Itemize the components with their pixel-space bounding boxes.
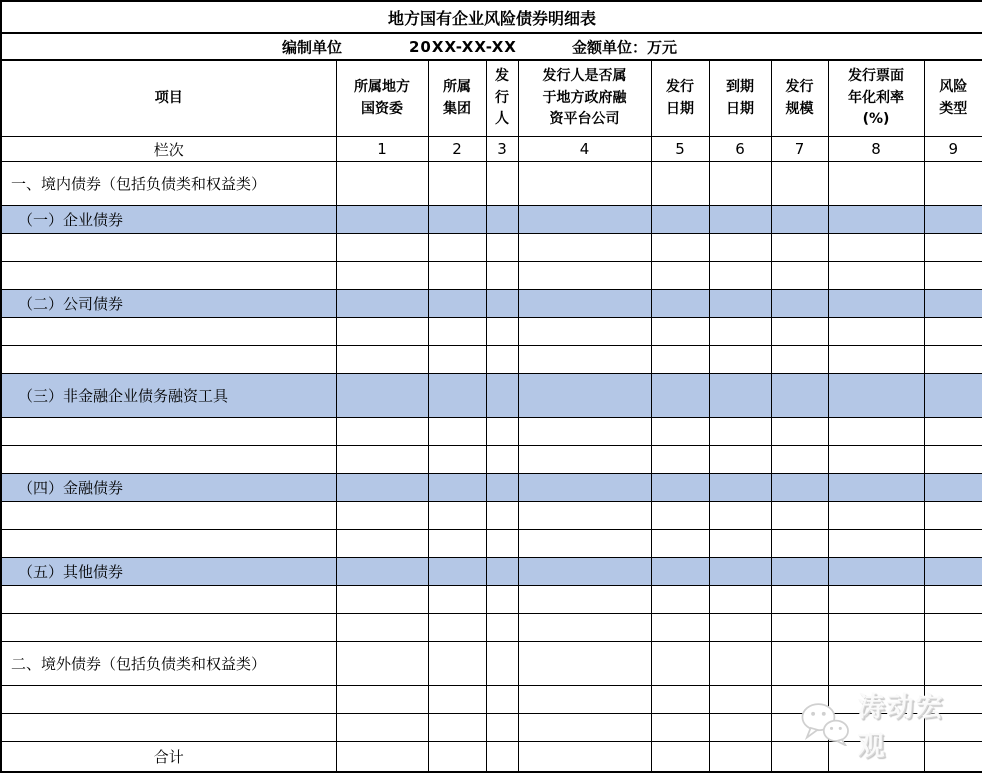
row-label: （四）金融债券 <box>1 474 336 502</box>
row-label <box>1 418 336 446</box>
data-cell <box>486 318 518 346</box>
row-label <box>1 446 336 474</box>
data-cell <box>518 742 651 773</box>
data-cell <box>336 346 428 374</box>
data-cell <box>518 234 651 262</box>
col-header-local-sasac: 所属地方 国资委 <box>336 60 428 137</box>
row-enterprise-bonds <box>1 206 982 234</box>
data-cell <box>709 714 771 742</box>
data-cell <box>709 262 771 290</box>
data-cell <box>828 290 924 318</box>
data-cell <box>651 586 709 614</box>
data-cell <box>486 642 518 686</box>
data-cell <box>771 234 828 262</box>
data-cell <box>771 206 828 234</box>
data-cell <box>924 686 982 714</box>
data-cell <box>428 418 486 446</box>
data-cell <box>428 530 486 558</box>
data-cell <box>428 474 486 502</box>
data-cell <box>924 162 982 206</box>
data-cell <box>518 346 651 374</box>
row-label <box>1 714 336 742</box>
data-cell <box>651 418 709 446</box>
column-index-label: 栏次 <box>1 137 336 162</box>
data-cell <box>651 162 709 206</box>
row-financial-bonds <box>1 474 982 502</box>
data-cell <box>709 234 771 262</box>
col-header-group: 所属 集团 <box>428 60 486 137</box>
data-cell <box>771 418 828 446</box>
data-cell <box>486 474 518 502</box>
column-index: 1 <box>336 137 428 162</box>
data-cell <box>518 502 651 530</box>
data-cell <box>771 502 828 530</box>
data-cell <box>336 446 428 474</box>
row-label <box>1 262 336 290</box>
data-cell <box>486 374 518 418</box>
data-cell <box>336 374 428 418</box>
data-cell <box>486 206 518 234</box>
row-overseas-bonds-section <box>1 642 982 686</box>
data-cell <box>828 206 924 234</box>
data-cell <box>709 346 771 374</box>
data-cell <box>709 162 771 206</box>
data-cell <box>828 614 924 642</box>
row-label <box>1 530 336 558</box>
data-cell <box>651 290 709 318</box>
meta-row <box>1 33 982 60</box>
row-label: （三）非金融企业债务融资工具 <box>1 374 336 418</box>
data-cell <box>518 162 651 206</box>
row-label: （二）公司债券 <box>1 290 336 318</box>
data-cell <box>709 742 771 773</box>
data-cell <box>428 318 486 346</box>
column-index: 6 <box>709 137 771 162</box>
data-cell <box>336 614 428 642</box>
data-cell <box>518 586 651 614</box>
data-cell <box>336 530 428 558</box>
row-label: 二、境外债券（包括负债类和权益类） <box>1 642 336 686</box>
data-cell <box>486 714 518 742</box>
data-cell <box>924 346 982 374</box>
col-header-issue-size: 发行 规模 <box>771 60 828 137</box>
row-label <box>1 234 336 262</box>
column-index: 3 <box>486 137 518 162</box>
data-cell <box>486 686 518 714</box>
empty-data-row <box>1 318 982 346</box>
data-cell <box>518 446 651 474</box>
column-index-row <box>1 137 982 162</box>
data-cell <box>828 162 924 206</box>
data-cell <box>336 686 428 714</box>
data-cell <box>771 374 828 418</box>
data-cell <box>428 742 486 773</box>
data-cell <box>428 234 486 262</box>
data-cell <box>518 474 651 502</box>
empty-data-row <box>1 262 982 290</box>
data-cell <box>828 418 924 446</box>
column-index: 2 <box>428 137 486 162</box>
data-cell <box>518 290 651 318</box>
data-cell <box>828 346 924 374</box>
row-label: （五）其他债券 <box>1 558 336 586</box>
data-cell <box>651 374 709 418</box>
data-cell <box>651 686 709 714</box>
data-cell <box>336 586 428 614</box>
row-total <box>1 742 982 773</box>
data-cell <box>924 558 982 586</box>
data-cell <box>828 642 924 686</box>
data-cell <box>336 162 428 206</box>
data-cell <box>518 714 651 742</box>
data-cell <box>924 642 982 686</box>
empty-data-row <box>1 586 982 614</box>
col-header-issuer: 发 行 人 <box>486 60 518 137</box>
data-cell <box>336 234 428 262</box>
data-cell <box>924 742 982 773</box>
data-cell <box>428 586 486 614</box>
data-cell <box>828 714 924 742</box>
data-cell <box>709 318 771 346</box>
data-cell <box>924 290 982 318</box>
col-header-maturity-date: 到期 日期 <box>709 60 771 137</box>
data-cell <box>828 234 924 262</box>
data-cell <box>518 318 651 346</box>
data-cell <box>709 502 771 530</box>
column-header-row <box>1 60 982 137</box>
data-cell <box>428 262 486 290</box>
empty-data-row <box>1 614 982 642</box>
data-cell <box>709 642 771 686</box>
data-cell <box>428 558 486 586</box>
data-cell <box>924 418 982 446</box>
data-cell <box>336 262 428 290</box>
data-cell <box>924 446 982 474</box>
col-header-risk-type: 风险 类型 <box>924 60 982 137</box>
data-cell <box>486 742 518 773</box>
data-cell <box>924 614 982 642</box>
col-header-lgfv-flag: 发行人是否属 于地方政府融 资平台公司 <box>518 60 651 137</box>
row-domestic-bonds-section <box>1 162 982 206</box>
data-cell <box>828 262 924 290</box>
data-cell <box>709 558 771 586</box>
col-header-coupon-rate: 发行票面 年化利率 (%) <box>828 60 924 137</box>
column-index: 9 <box>924 137 982 162</box>
data-cell <box>486 502 518 530</box>
data-cell <box>428 290 486 318</box>
data-cell <box>709 418 771 446</box>
data-cell <box>336 502 428 530</box>
data-cell <box>518 206 651 234</box>
data-cell <box>336 290 428 318</box>
data-cell <box>771 530 828 558</box>
data-cell <box>486 530 518 558</box>
data-cell <box>518 642 651 686</box>
empty-data-row <box>1 530 982 558</box>
data-cell <box>651 346 709 374</box>
data-cell <box>486 346 518 374</box>
data-cell <box>518 262 651 290</box>
data-cell <box>709 530 771 558</box>
data-cell <box>428 162 486 206</box>
title-row <box>1 1 982 33</box>
data-cell <box>709 474 771 502</box>
data-cell <box>771 614 828 642</box>
data-cell <box>486 262 518 290</box>
data-cell <box>651 642 709 686</box>
data-cell <box>518 614 651 642</box>
data-cell <box>924 234 982 262</box>
row-label <box>1 586 336 614</box>
data-cell <box>486 234 518 262</box>
data-cell <box>486 586 518 614</box>
data-cell <box>771 558 828 586</box>
watermark-text: 涛动宏观 <box>857 692 945 762</box>
data-cell <box>924 586 982 614</box>
data-cell <box>828 686 924 714</box>
empty-data-row <box>1 234 982 262</box>
report-date: 20XX-XX-XX <box>409 37 517 56</box>
data-cell <box>771 474 828 502</box>
data-cell <box>336 558 428 586</box>
data-cell <box>518 530 651 558</box>
data-cell <box>828 474 924 502</box>
data-cell <box>771 742 828 773</box>
data-cell <box>771 586 828 614</box>
data-cell <box>651 530 709 558</box>
col-header-issue-date: 发行 日期 <box>651 60 709 137</box>
data-cell <box>518 558 651 586</box>
data-cell <box>924 714 982 742</box>
data-cell <box>771 714 828 742</box>
data-cell <box>486 614 518 642</box>
data-cell <box>828 530 924 558</box>
data-cell <box>709 374 771 418</box>
data-cell <box>709 290 771 318</box>
column-index: 8 <box>828 137 924 162</box>
prepared-by-label: 编制单位 <box>282 38 343 56</box>
data-cell <box>709 446 771 474</box>
data-cell <box>709 614 771 642</box>
data-cell <box>828 446 924 474</box>
data-cell <box>428 206 486 234</box>
data-cell <box>486 290 518 318</box>
data-cell <box>771 642 828 686</box>
data-cell <box>428 714 486 742</box>
data-cell <box>336 714 428 742</box>
data-cell <box>651 714 709 742</box>
row-label <box>1 502 336 530</box>
data-cell <box>336 318 428 346</box>
data-cell <box>336 418 428 446</box>
data-cell <box>336 742 428 773</box>
meta-row-content <box>2 34 982 59</box>
data-cell <box>651 318 709 346</box>
empty-data-row <box>1 346 982 374</box>
data-cell <box>771 318 828 346</box>
empty-data-row <box>1 418 982 446</box>
data-cell <box>771 346 828 374</box>
data-cell <box>771 290 828 318</box>
data-cell <box>771 262 828 290</box>
column-index: 4 <box>518 137 651 162</box>
data-cell <box>518 418 651 446</box>
page-title: 地方国有企业风险债券明细表 <box>1 1 982 33</box>
data-cell <box>651 742 709 773</box>
data-cell <box>828 586 924 614</box>
data-cell <box>518 686 651 714</box>
col-header-project: 项目 <box>1 60 336 137</box>
data-cell <box>428 686 486 714</box>
data-cell <box>924 206 982 234</box>
data-cell <box>518 374 651 418</box>
data-cell <box>428 614 486 642</box>
data-cell <box>428 374 486 418</box>
empty-data-row <box>1 686 982 714</box>
data-cell <box>486 446 518 474</box>
data-cell <box>336 642 428 686</box>
data-cell <box>428 346 486 374</box>
data-cell <box>336 206 428 234</box>
data-cell <box>651 262 709 290</box>
data-cell <box>828 318 924 346</box>
empty-data-row <box>1 502 982 530</box>
data-cell <box>486 558 518 586</box>
data-cell <box>336 474 428 502</box>
data-cell <box>924 374 982 418</box>
row-label <box>1 346 336 374</box>
row-nfc-debt-instruments <box>1 374 982 418</box>
data-cell <box>828 502 924 530</box>
row-label: 一、境内债券（包括负债类和权益类） <box>1 162 336 206</box>
empty-data-row <box>1 714 982 742</box>
amount-unit-label: 金额单位：万元 <box>572 38 678 56</box>
data-cell <box>428 446 486 474</box>
data-cell <box>486 162 518 206</box>
data-cell <box>709 686 771 714</box>
data-cell <box>651 614 709 642</box>
row-label <box>1 614 336 642</box>
data-cell <box>828 374 924 418</box>
data-cell <box>828 558 924 586</box>
data-cell <box>651 502 709 530</box>
data-cell <box>924 530 982 558</box>
row-label: （一）企业债券 <box>1 206 336 234</box>
column-index: 7 <box>771 137 828 162</box>
data-cell <box>651 446 709 474</box>
data-cell <box>651 234 709 262</box>
data-cell <box>924 262 982 290</box>
data-cell <box>771 686 828 714</box>
data-cell <box>651 474 709 502</box>
row-label <box>1 318 336 346</box>
data-cell <box>828 742 924 773</box>
data-cell <box>709 586 771 614</box>
total-label: 合计 <box>1 742 336 773</box>
row-corporate-bonds <box>1 290 982 318</box>
data-cell <box>486 418 518 446</box>
data-cell <box>709 206 771 234</box>
data-cell <box>924 502 982 530</box>
column-index: 5 <box>651 137 709 162</box>
data-cell <box>771 162 828 206</box>
data-cell <box>428 642 486 686</box>
data-cell <box>651 558 709 586</box>
empty-data-row <box>1 446 982 474</box>
row-label <box>1 686 336 714</box>
data-cell <box>771 446 828 474</box>
row-other-bonds <box>1 558 982 586</box>
data-cell <box>428 502 486 530</box>
data-cell <box>924 474 982 502</box>
data-cell <box>651 206 709 234</box>
data-cell <box>924 318 982 346</box>
